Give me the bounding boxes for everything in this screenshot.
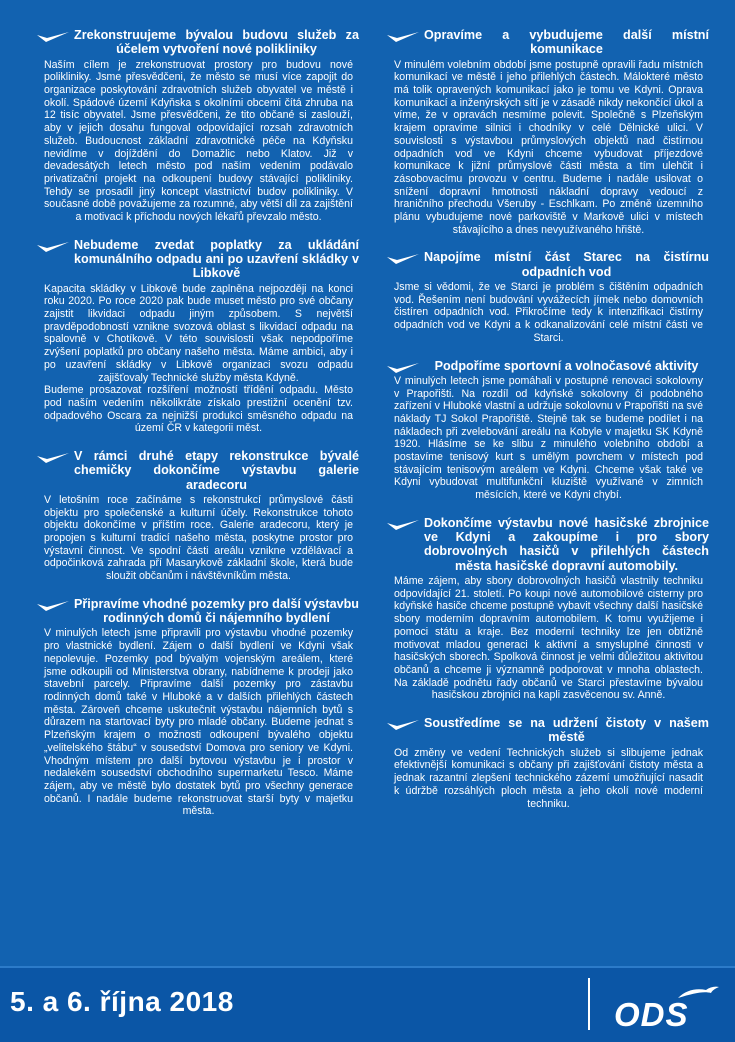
section-heading: Připravíme vhodné pozemky pro další výstavbu rodinných domů či nájemního bydlení	[74, 596, 359, 626]
left-column	[36, 28, 359, 832]
section-heading: Podpoříme sportovní a volnočasové aktivity	[434, 358, 699, 373]
section-heading-wrap	[36, 597, 359, 626]
section-cistota	[386, 716, 709, 810]
section-odpad	[36, 238, 359, 435]
section-galerie	[36, 449, 359, 583]
section-heading-wrap	[386, 516, 709, 573]
section-starec	[386, 250, 709, 344]
section-paragraph: Naším cílem je zrekonstruovat prostory pro budovu nové polikliniky. Jsme přesvědčeni, že město se musí více zapojit do organizace poskytování zdravotních služeb obyvatel ve městě i okolí. Spádové území Kdyňska s okolními obcemi čítá zhruba na 12 tisíc obyvatel. Jsme přesvědčeni, že tito občané si zaslouží, aby v jejich dosahu fungoval odpovídající rozsah zdravotních služeb. Budoucnost základní zdravotnické péče na Kdyňsku nevidíme v dojíždění do Domažlic nebo Klatov. Již v devadesátých letech město pod naším vedením podávalo privatizační projekt na odkoupení budovy stávající polikliniky. Tehdy se prosadil jiný koncept vlastnictví budov polikliniky. V současné době považujeme za rozumné, aby větší díl za zajištění a motivaci k příchodu nových lékařů převzalo město.	[44, 58, 353, 224]
checkmark-bullet-icon	[36, 241, 70, 253]
checkmark-bullet-icon	[36, 452, 70, 464]
section-heading: Zrekonstruujeme bývalou budovu služeb za účelem vytvoření nové polikliniky	[74, 28, 359, 57]
section-paragraph: V minulých letech jsme pomáhali v postupné renovaci sokolovny v Prapořišti. Na rozdíl od kdyňské sokolovny či podobného zařízení v Hluboké vlastní a udržuje sokolovnu v Prapořišti na své náklady TJ Sokol Prapořiště. Stejně tak se budeme podílet i na nákladech při zvelebování areálu na Kobyle v majetku SK Kdyně 1920. Hlásíme se ke slibu z minulého volebního období a postavíme tenisový kurt s umělým povrchem v místech pod stávajícím tenisovým areálem ve Kdyni. Chceme však také ve Kdyni vybudovat multifunkční kluziště využívané v zimních měsících, které ve Kdyni chybí.	[394, 374, 703, 502]
section-heading: Nebudeme zvedat poplatky za ukládání komunálního odpadu ani po uzavření skládky v Libkově	[74, 237, 359, 281]
ods-logo-text: ODS	[614, 996, 689, 1033]
section-heading: Napojíme místní část Starec na čistírnu odpadních vod	[424, 250, 709, 279]
checkmark-bullet-icon	[386, 719, 420, 731]
right-column	[386, 28, 709, 824]
section-poliklinika	[36, 28, 359, 224]
section-komunikace	[386, 28, 709, 236]
section-heading-wrap	[36, 28, 359, 57]
checkmark-bullet-icon	[36, 31, 70, 43]
checkmark-bullet-icon	[386, 31, 420, 43]
checkmark-bullet-icon	[386, 519, 420, 531]
section-paragraph: Kapacita skládky v Libkově bude zaplněna nejpozději na konci roku 2020. Po roce 2020 pak bude muset město pro své občany zajistit likvidaci odpadu jiným způsobem. S největší pravděpodobností vznikne svozová oblast s likvidací odpadu na spalovně v Chotíkově. V této souvislosti však nepodpoříme zvýšení poplatků pro občany našeho města. Máme ambici, aby i po uzavření skládky v Libkově organizaci svozu odpadu zajišťovaly Technické služby města Kdyně.	[44, 282, 353, 384]
section-heading-wrap	[386, 250, 709, 279]
section-heading: Dokončíme výstavbu nové hasičské zbrojnice ve Kdyni a zakoupíme i pro sbory dobrovolných hasičů v přilehlých částech města hasičské dopravní automobily.	[424, 515, 709, 573]
election-date: 5. a 6. října 2018	[10, 986, 234, 1017]
footer-bar	[0, 966, 735, 1042]
section-paragraph: V minulých letech jsme připravili pro výstavbu vhodné pozemky pro vlastnické bydlení. Zájem o další bydlení ve Kdyni však nepolevuje. Pozemky pod bývalým vojenským areálem, které jsme odkoupili od Ministerstva obrany, nabídneme k prodeji jako stavební parcely. Připravíme další pozemky pro zástavbu rodinných domů také v Hluboké a v dalších přilehlých částech města. Zároveň chceme uskutečnit výstavbu nájemních bytů s důrazem na startovací byty pro mladé občany. Budeme jednat s Plzeňským krajem o možnosti odkoupení bývalého objektu „velitelského štábu“ v sousedství Domova pro seniory ve Kdyni. Vhodným místem pro další bytovou výstavbu je i prostor v nedalekém sousedství obchodního supermarketu Tesco. Máme zájem, aby ve městě bylo dostatek bytů pro všechny generace občanů. I nadále budeme rekonstruovat starší byty v majetku města.	[44, 627, 353, 818]
section-paragraph: Od změny ve vedení Technických služeb si slibujeme jednak efektivnější komunikaci s občany při zajišťování čistoty města a jednak razantní zlepšení technického zázemí umožňující nasadit k údržbě rozsáhlých ploch města a jeho okolí nové moderní techniku.	[394, 746, 703, 810]
checkmark-bullet-icon	[36, 600, 70, 612]
section-bydleni	[36, 597, 359, 818]
ods-logo	[612, 980, 722, 1034]
footer-divider	[588, 978, 590, 1030]
checkmark-bullet-icon	[386, 362, 420, 374]
section-heading-wrap	[386, 716, 709, 745]
section-paragraph: Budeme prosazovat rozšíření možností třídění odpadu. Město pod naším vedením několikráte získalo prestižní ocenění tzv. odpadového Oscara za nejnižší produkci směsného odpadu na území ČR v kategorii měst.	[44, 384, 353, 435]
section-heading-wrap	[386, 359, 709, 373]
section-paragraph: V letošním roce začínáme s rekonstrukcí průmyslové části objektu pro společenské a kulturní účely. Rekonstrukce tohoto objektu dokončíme v příštím roce. Galerie aradecoru, který je propojen s kulturní tradicí našeho města, poskytne prostor pro výstavní činnost. Ve spodní části areálu vznikne vzdělávací a odpočinková zahrada pří Masarykově základní škole, která bude sloužit občanům i návštěvníkům města.	[44, 493, 353, 583]
section-heading: Soustředíme se na udržení čistoty v našem městě	[424, 716, 709, 745]
section-hasici	[386, 516, 709, 702]
section-heading-wrap	[386, 28, 709, 57]
checkmark-bullet-icon	[386, 253, 420, 265]
section-paragraph: Jsme si vědomi, že ve Starci je problém s čištěním odpadních vod. Řešením není budování vyvážecích jímek nebo domovních čistíren odpadních vod. Přikročíme tedy k intenzifikaci čistírny odpadních vod ve Kdyni a k odkanalizování celé místní části ve Starci.	[394, 281, 703, 344]
section-heading: V rámci druhé etapy rekonstrukce bývalé chemičky dokončíme výstavbu galerie aradecoru	[74, 449, 359, 492]
section-paragraph: Máme zájem, aby sbory dobrovolných hasičů vlastnily techniku odpovídající 21. století. Po koupi nové automobilové cisterny pro kdyňské hasiče chceme postupně vybavit všechny další hasičské sbory moderním dopravním automobilem. K tomu využijeme i pomoci státu a kraje. Bez moderní techniky lze jen obtížně motivovat mladou generaci k aktivní a smysluplné činnosti v hasičských sborech. Spolková činnost je velmi důležitou aktivitou občanů a chceme ji významně podporovat v mnoha oblastech. Na základě podnětu řady občanů ve Starci přestavíme bývalou hasičskou zbrojnici na kapli zasvěcenou sv. Anně.	[394, 575, 703, 702]
section-sport	[386, 359, 709, 502]
section-heading-wrap	[36, 449, 359, 492]
section-heading: Opravíme a vybudujeme další místní komunikace	[424, 28, 709, 57]
section-paragraph: V minulém volebním období jsme postupně opravili řadu místních komunikací ve městě i jeho přilehlých částech. Málokteré město má tolik opravených komunikací jako je tomu ve Kdyni. Oprava komunikací a inženýrských sítí je v zásadě nikdy nekončící úkol a víme, že v opravách nesmíme polevit. Společně s Plzeňským krajem opravíme silnici i chodníky v celé Dělnické ulici. V souvislosti s výstavbou průmyslových objektů nad čistírnou odpadních vod ve Kdyni chceme vybudovat příjezdové komunikace k jižní průmyslové části města a tím ulehčit i zásobovacímu provozu v centru. Budeme i nadále usilovat o snížení dopravní hmotnosti nákladní dopravy vedoucí z hraničního přechodu Všeruby - Eschlkam. Po změně územního plánu vybudujeme nové parkoviště v Markově ulici v místech stávajícího a dnes nevyužívaného hřiště.	[394, 58, 703, 236]
section-heading-wrap	[36, 238, 359, 281]
